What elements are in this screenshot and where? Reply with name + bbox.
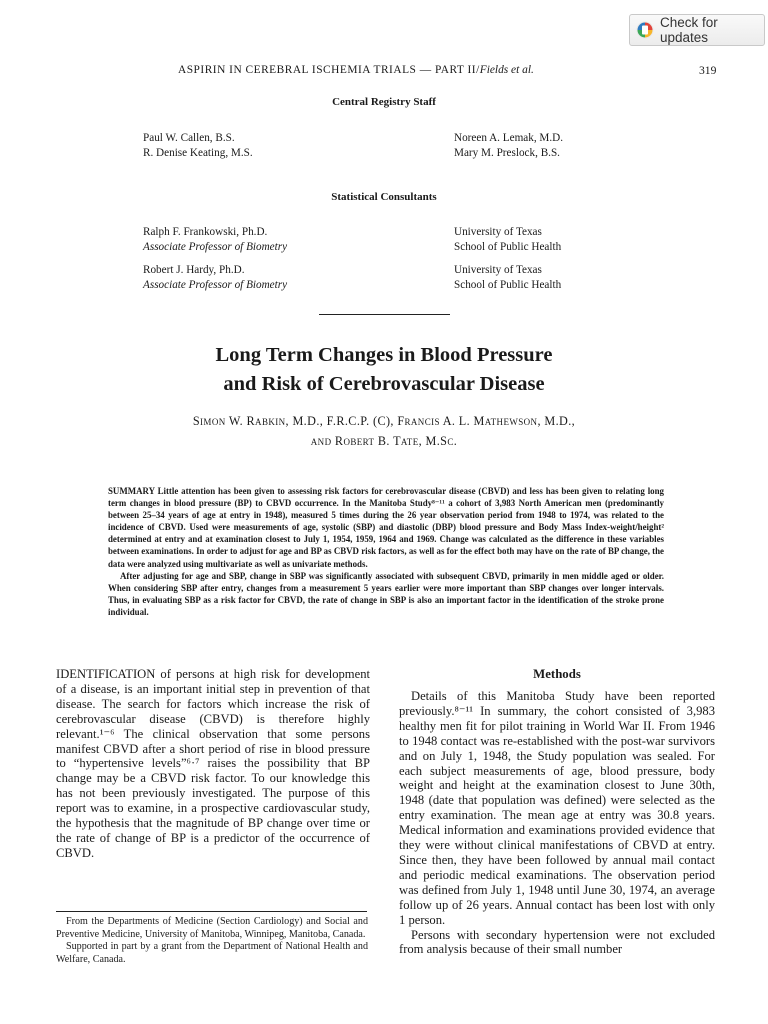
- institution-line: School of Public Health: [454, 241, 562, 253]
- institution-line: University of Texas: [454, 264, 542, 276]
- consultant-2: [143, 263, 287, 293]
- staff-name: R. Denise Keating, M.S.: [143, 147, 253, 159]
- footnote-affiliation: From the Departments of Medicine (Section Cardiology) and Social and Preventive Medicine, University of Manitoba, Winnipeg, Manitoba, Canada.: [56, 916, 368, 940]
- registry-left: [143, 131, 253, 161]
- consultant-1-institution: [454, 225, 561, 255]
- summary-block: [108, 485, 664, 618]
- title-line: Long Term Changes in Blood Pressure: [215, 344, 553, 366]
- consultant-name: Robert J. Hardy, Ph.D.: [143, 264, 245, 276]
- institution-line: School of Public Health: [454, 279, 562, 291]
- page-number: 319: [699, 64, 717, 77]
- check-for-updates-label: Check for updates: [660, 15, 718, 45]
- article-authors: [0, 411, 768, 451]
- staff-name: Paul W. Callen, B.S.: [143, 132, 235, 144]
- footnote: [56, 916, 368, 966]
- running-header: [178, 64, 534, 76]
- methods-column: [399, 689, 715, 957]
- footnote-funding: Supported in part by a grant from the Department of National Health and Welfare, Canada.: [56, 941, 368, 965]
- title-line: and Risk of Cerebrovascular Disease: [223, 373, 545, 395]
- authors-line: and Robert B. Tate, M.Sc.: [310, 434, 458, 448]
- registry-heading: Central Registry Staff: [332, 96, 436, 108]
- consultants-heading: Statistical Consultants: [331, 191, 437, 203]
- footnote-rule: [56, 911, 367, 912]
- institution-line: University of Texas: [454, 226, 542, 238]
- running-title: ASPIRIN IN CEREBRAL ISCHEMIA TRIALS — PART II/: [178, 64, 480, 76]
- methods-paragraph: Persons with secondary hypertension were not excluded from analysis because of their small number: [399, 927, 715, 957]
- staff-name: Mary M. Preslock, B.S.: [454, 147, 560, 159]
- intro-paragraph: IDENTIFICATION of persons at high risk for development of a disease, is an important initial step in prevention of that disease. The search for factors which increase the risk of cerebrovascular disease (CBVD) is therefore highly relevant.¹⁻⁶ The clinical observation that some persons manifest CBVD after a short period of rise in blood pressure to “hypertensive levels”⁶·⁷ raises the possibility that BP change may be a CBVD risk factor. To our knowledge this has not been previously investigated. The purpose of this report was to examine, in a prospective cardiovascular study, the hypothesis that the magnitude of BP change over time or the rate of change of BP is a predictor of the occurrence of CBVD.: [56, 667, 370, 860]
- summary-paragraph: After adjusting for age and SBP, change in SBP was significantly associated with subsequent CBVD, primarily in men middle aged or older. When considering SBP after entry, changes from a measurement 5 years earlier were more important than SBP changes over longer intervals. Thus, in evaluating SBP as a risk factor for CBVD, the rate of change in SBP is also an important factor in the identification of the stroke prone individual.: [108, 570, 664, 617]
- consultant-1: [143, 225, 287, 255]
- consultant-role: Associate Professor of Biometry: [143, 241, 288, 253]
- check-for-updates-button[interactable]: [629, 14, 765, 46]
- consultant-role: Associate Professor of Biometry: [143, 279, 288, 291]
- staff-name: Noreen A. Lemak, M.D.: [454, 132, 564, 144]
- methods-heading: Methods: [533, 667, 581, 681]
- registry-right: [454, 131, 563, 161]
- consultant-2-institution: [454, 263, 561, 293]
- article-title: [0, 341, 768, 399]
- crossmark-icon: [636, 21, 654, 39]
- intro-column: [56, 667, 370, 861]
- section-divider: [319, 314, 450, 315]
- methods-paragraph: Details of this Manitoba Study have been reported previously.⁸⁻¹¹ In summary, the cohort consisted of 3,983 healthy men fit for pilot training in World War II. From 1946 to 1948 contact was re-established with the post-war survivors and on July 1, 1948, the Study population was sealed. For each subject measurements of age, blood pressure, body weight and height at the examination closest to June 30th, 1948 (date that population was defined) were selected as the entry examination. The mean age at entry was 30.8 years. Medical information and examinations provided evidence that they were without clinical manifestations of CBVD at entry. Since then, they have been followed by annual mail contact and periodic medical examinations. The observation period was defined from July 1, 1948 until June 30, 1974, an average follow up of 26 years. Annual contact has been lost with only 1 person.: [399, 689, 715, 927]
- consultant-name: Ralph F. Frankowski, Ph.D.: [143, 226, 268, 238]
- summary-paragraph: SUMMARY Little attention has been given to assessing risk factors for cerebrovascular disease (CBVD) and less has been given to relating long term changes in blood pressure (BP) to CBVD occurrence. In the Manitoba Study⁸⁻¹¹ a cohort of 3,983 North American men (predominantly between 25–34 years of age at entry in 1948), measured 5 times during the 26 year observation period from 1948 to 1974, was related to the incidence of CBVD. Used were measurements of age, systolic (SBP) and diastolic (DBP) blood pressure and Body Mass Index-weight/height² determined at entry and at examination closest to July 1, 1954, 1959, 1964 and 1969. Change was calculated as the difference in these variables between examinations. In order to adjust for age and BP as CBVD risk factors, as well as for the effect both may have on the rate of BP change, the data were analyzed using multivariate as well as univariate methods.: [108, 486, 664, 569]
- authors-line: Simon W. Rabkin, M.D., F.R.C.P. (C), Francis A. L. Mathewson, M.D.,: [192, 414, 576, 428]
- running-authors: Fields et al.: [479, 64, 534, 76]
